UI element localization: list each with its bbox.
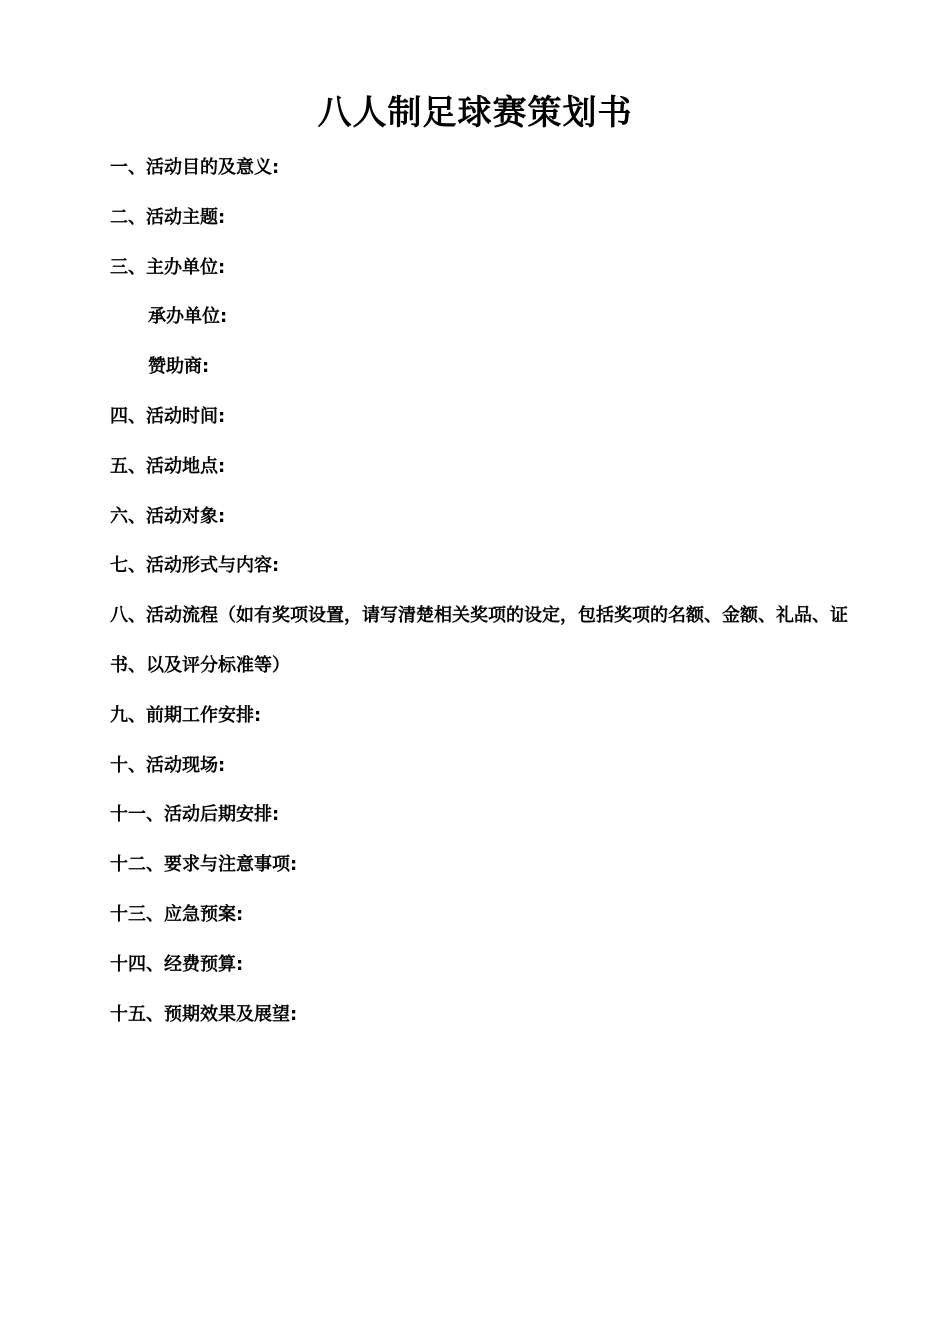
section-heading-9: 九、前期工作安排:: [110, 704, 262, 726]
section-heading-4: 四、活动时间:: [110, 405, 226, 427]
section-heading-1: 一、活动目的及意义:: [110, 157, 280, 178]
section-subheading-organizer: 承办单位:: [148, 306, 228, 328]
section-heading-14: 十四、经费预算:: [110, 953, 244, 975]
section-heading-6: 六、活动对象:: [110, 505, 226, 527]
section-subheading-sponsor: 赞助商:: [148, 356, 210, 378]
section-heading-12: 十二、要求与注意事项:: [110, 854, 298, 876]
section-list: [110, 143, 850, 1039]
section-heading-11: 十一、活动后期安排:: [110, 804, 280, 826]
section-heading-7: 七、活动形式与内容:: [110, 555, 280, 577]
section-heading-13: 十三、应急预案:: [110, 903, 244, 925]
section-heading-10: 十、活动现场:: [110, 754, 226, 776]
section-heading-15: 十五、预期效果及展望:: [110, 1003, 298, 1025]
section-heading-3: 三、主办单位:: [110, 256, 226, 278]
section-heading-2: 二、活动主题:: [110, 206, 226, 228]
section-heading-8: 八、活动流程（如有奖项设置，请写清楚相关奖项的设定，包括奖项的名额、金额、礼品、证书、以及评分标准等）: [110, 605, 848, 676]
page-title: 八人制足球赛策划书: [317, 93, 633, 133]
section-heading-5: 五、活动地点:: [110, 455, 226, 477]
